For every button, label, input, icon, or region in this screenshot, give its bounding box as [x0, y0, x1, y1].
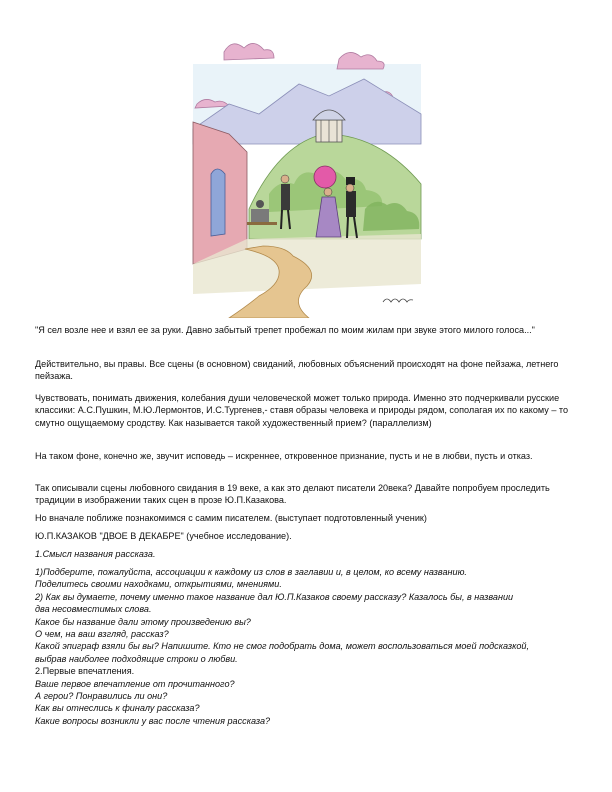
task-line: выбрав наиболее подходящие строки о любви. [35, 653, 238, 664]
section-heading-title-meaning: 1.Смысл названия рассказа. [35, 549, 156, 559]
task-line: Какие вопросы возникли у вас после чтения рассказа? [35, 715, 271, 726]
illustration [189, 34, 425, 318]
paragraph-tradition: Так описывали сцены любовного свидания в 19 веке, а как это делают писатели 20века? Давайте попробуем проследить традиции в изображении таких сцен в прозе Ю.П.Казакова. [35, 483, 550, 506]
paragraph-confession: На таком фоне, конечно же, звучит исповедь – искреннее, откровенное признание, пусть и не в любви, пусть и отказ. [35, 451, 533, 461]
task-line: два несовместимых слова. [35, 604, 152, 615]
task-line: 2.Первые впечатления. [35, 666, 135, 677]
quote-paragraph: "Я сел возле нее и взял ее за руки. Давно забытый трепет пробежал по моим жилам при звуке этого милого голоса..." [35, 325, 535, 335]
task-list [35, 566, 583, 727]
task-line: Ваше первое впечатление от прочитанного? [35, 678, 235, 689]
study-title: Ю.П.КАЗАКОВ "ДВОЕ В ДЕКАБРЕ" (учебное исследование). [35, 531, 292, 541]
task-line: 1)Подберите, пожалуйста, ассоциации к каждому из слов в заглавии и, в целом, ко всему названию. [35, 567, 467, 577]
task-line: Какой эпиграф взяли бы вы? Напишите. Кто не смог подобрать дома, может воспользоваться моей подсказкой, [35, 641, 530, 652]
task-line: 2) Как вы думаете, почему именно такое название дал Ю.П.Казаков своему рассказу? Казалось бы, в названии [35, 591, 514, 602]
task-line: Поделитесь своими находками, открытиями, мнениями. [35, 579, 282, 590]
paragraph-writer: Но вначале поближе познакомимся с самим писателем. (выступает подготовленный ученик) [35, 513, 427, 523]
paragraph-landscape: Действительно, вы правы. Все сцены (в основном) свиданий, любовных объяснений происходят на фоне пейзажа, летнего пейзажа. [35, 359, 559, 382]
task-line: Какое бы название дали этому произведению вы? [35, 616, 251, 627]
task-line: А герои? Понравились ли они? [35, 691, 168, 702]
paragraph-nature: Чувствовать, понимать движения, колебания души человеческой может только природа. Именно это подчеркивали русские классики: А.С.Пушкин, М.Ю.Лермонтов, И.С.Тургенев,- ставя образы человека и природы рядом, сополагая их по какому – то смутно ощущаемому сродству. Как называется такой художественный прием? (параллелизм) [35, 393, 569, 428]
task-line: О чем, на ваш взгляд, рассказ? [35, 629, 169, 640]
task-line: Как вы отнеслись к финалу рассказа? [35, 703, 200, 714]
